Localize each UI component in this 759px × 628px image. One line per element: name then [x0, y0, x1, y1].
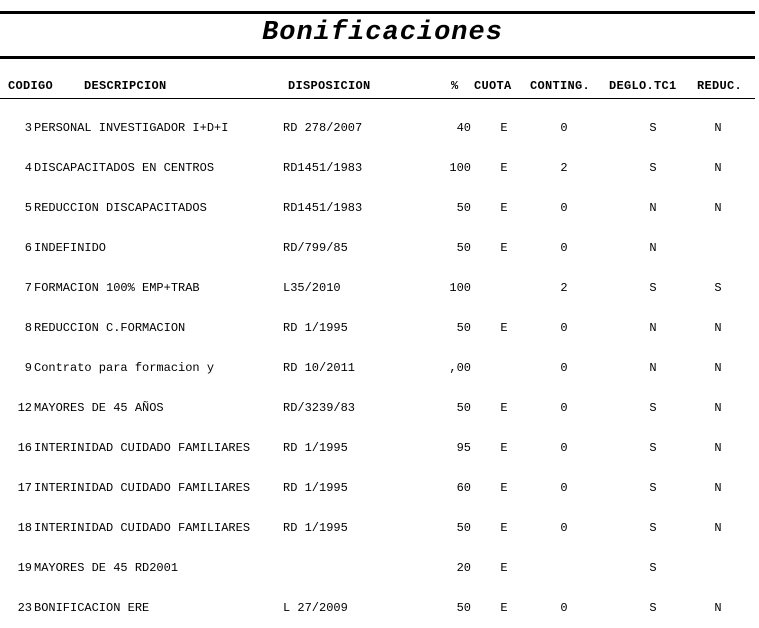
table-row	[0, 440, 759, 456]
table-row	[0, 320, 759, 336]
title-underline	[0, 56, 755, 59]
cell-codigo: 9	[24, 361, 32, 375]
table-row	[0, 400, 759, 416]
cell-deglo: N	[649, 241, 657, 255]
cell-conting: 0	[560, 521, 568, 535]
cell-conting: 2	[560, 161, 568, 175]
cell-disposicion: L35/2010	[283, 281, 341, 295]
cell-codigo: 7	[24, 281, 32, 295]
cell-descripcion: BONIFICACION ERE	[34, 601, 150, 615]
cell-reduc: N	[714, 521, 722, 535]
cell-deglo: S	[649, 521, 657, 535]
cell-pct: 50	[456, 201, 471, 215]
cell-disposicion: RD1451/1983	[283, 161, 363, 175]
table-row	[0, 120, 759, 136]
cell-descripcion: DISCAPACITADOS EN CENTROS	[34, 161, 215, 175]
cell-reduc: N	[714, 601, 722, 615]
cell-reduc: N	[714, 361, 722, 375]
cell-conting: 0	[560, 601, 568, 615]
cell-descripcion: MAYORES DE 45 AÑOS	[34, 401, 164, 415]
header-pct: %	[451, 79, 459, 93]
cell-codigo: 6	[24, 241, 32, 255]
cell-disposicion: RD 10/2011	[283, 361, 356, 375]
cell-disposicion: RD 1/1995	[283, 321, 348, 335]
cell-pct: ,00	[449, 361, 471, 375]
table-row	[0, 200, 759, 216]
cell-pct: 20	[456, 561, 471, 575]
header-codigo: CODIGO	[8, 79, 54, 93]
cell-codigo: 17	[17, 481, 32, 495]
header-descripcion: DESCRIPCION	[84, 79, 167, 93]
cell-conting: 0	[560, 441, 568, 455]
cell-conting: 0	[560, 361, 568, 375]
cell-deglo: S	[649, 281, 657, 295]
cell-deglo: S	[649, 161, 657, 175]
cell-cuota: E	[500, 161, 508, 175]
cell-conting: 0	[560, 121, 568, 135]
cell-disposicion: L 27/2009	[283, 601, 348, 615]
cell-deglo: N	[649, 361, 657, 375]
cell-disposicion: RD 1/1995	[283, 441, 348, 455]
cell-disposicion: RD 1/1995	[283, 481, 348, 495]
cell-disposicion: RD/799/85	[283, 241, 348, 255]
cell-reduc: N	[714, 441, 722, 455]
cell-codigo: 8	[24, 321, 32, 335]
cell-codigo: 23	[17, 601, 32, 615]
cell-pct: 50	[456, 321, 471, 335]
cell-disposicion: RD 278/2007	[283, 121, 363, 135]
cell-reduc: S	[714, 281, 722, 295]
table-row	[0, 600, 759, 616]
cell-descripcion: PERSONAL INVESTIGADOR I+D+I	[34, 121, 229, 135]
cell-reduc: N	[714, 161, 722, 175]
cell-codigo: 19	[17, 561, 32, 575]
cell-conting: 0	[560, 401, 568, 415]
cell-deglo: S	[649, 481, 657, 495]
cell-codigo: 18	[17, 521, 32, 535]
cell-deglo: S	[649, 601, 657, 615]
cell-pct: 50	[456, 401, 471, 415]
cell-reduc: N	[714, 481, 722, 495]
cell-cuota: E	[500, 561, 508, 575]
cell-pct: 50	[456, 521, 471, 535]
cell-deglo: S	[649, 441, 657, 455]
cell-cuota: E	[500, 241, 508, 255]
header-conting: CONTING.	[530, 79, 591, 93]
table-row	[0, 360, 759, 376]
table-row	[0, 280, 759, 296]
cell-reduc: N	[714, 401, 722, 415]
header-rule	[0, 98, 755, 99]
cell-reduc: N	[714, 321, 722, 335]
header-cuota: CUOTA	[474, 79, 512, 93]
cell-descripcion: REDUCCION DISCAPACITADOS	[34, 201, 207, 215]
cell-deglo: S	[649, 121, 657, 135]
cell-descripcion: MAYORES DE 45 RD2001	[34, 561, 179, 575]
cell-disposicion: RD 1/1995	[283, 521, 348, 535]
cell-conting: 0	[560, 201, 568, 215]
cell-cuota: E	[500, 481, 508, 495]
cell-cuota: E	[500, 201, 508, 215]
cell-descripcion: REDUCCION C.FORMACION	[34, 321, 186, 335]
header-reduc: REDUC.	[697, 79, 743, 93]
table-row	[0, 240, 759, 256]
cell-conting: 0	[560, 321, 568, 335]
cell-cuota: E	[500, 601, 508, 615]
cell-deglo: N	[649, 321, 657, 335]
cell-descripcion: INTERINIDAD CUIDADO FAMILIARES	[34, 441, 251, 455]
cell-codigo: 12	[17, 401, 32, 415]
cell-pct: 50	[456, 601, 471, 615]
cell-disposicion: RD/3239/83	[283, 401, 356, 415]
cell-descripcion: INTERINIDAD CUIDADO FAMILIARES	[34, 481, 251, 495]
cell-descripcion: INTERINIDAD CUIDADO FAMILIARES	[34, 521, 251, 535]
report-title: Bonificaciones	[262, 18, 503, 48]
cell-pct: 50	[456, 241, 471, 255]
cell-deglo: N	[649, 201, 657, 215]
cell-pct: 60	[456, 481, 471, 495]
cell-descripcion: INDEFINIDO	[34, 241, 107, 255]
cell-pct: 95	[456, 441, 471, 455]
table-row	[0, 160, 759, 176]
cell-cuota: E	[500, 401, 508, 415]
cell-deglo: S	[649, 561, 657, 575]
cell-deglo: S	[649, 401, 657, 415]
cell-pct: 100	[449, 281, 471, 295]
cell-codigo: 4	[24, 161, 32, 175]
cell-cuota: E	[500, 441, 508, 455]
cell-codigo: 16	[17, 441, 32, 455]
cell-disposicion: RD1451/1983	[283, 201, 363, 215]
cell-descripcion: FORMACION 100% EMP+TRAB	[34, 281, 200, 295]
cell-reduc: N	[714, 201, 722, 215]
cell-conting: 0	[560, 481, 568, 495]
cell-codigo: 3	[24, 121, 32, 135]
cell-codigo: 5	[24, 201, 32, 215]
table-row	[0, 520, 759, 536]
cell-descripcion: Contrato para formacion y	[34, 361, 215, 375]
cell-conting: 2	[560, 281, 568, 295]
cell-pct: 100	[449, 161, 471, 175]
cell-cuota: E	[500, 121, 508, 135]
cell-cuota: E	[500, 321, 508, 335]
cell-pct: 40	[456, 121, 471, 135]
table-row	[0, 480, 759, 496]
header-disposicion: DISPOSICION	[288, 79, 371, 93]
cell-cuota: E	[500, 521, 508, 535]
cell-reduc: N	[714, 121, 722, 135]
cell-conting: 0	[560, 241, 568, 255]
header-deglo: DEGLO.TC1	[609, 79, 677, 93]
table-row	[0, 560, 759, 576]
